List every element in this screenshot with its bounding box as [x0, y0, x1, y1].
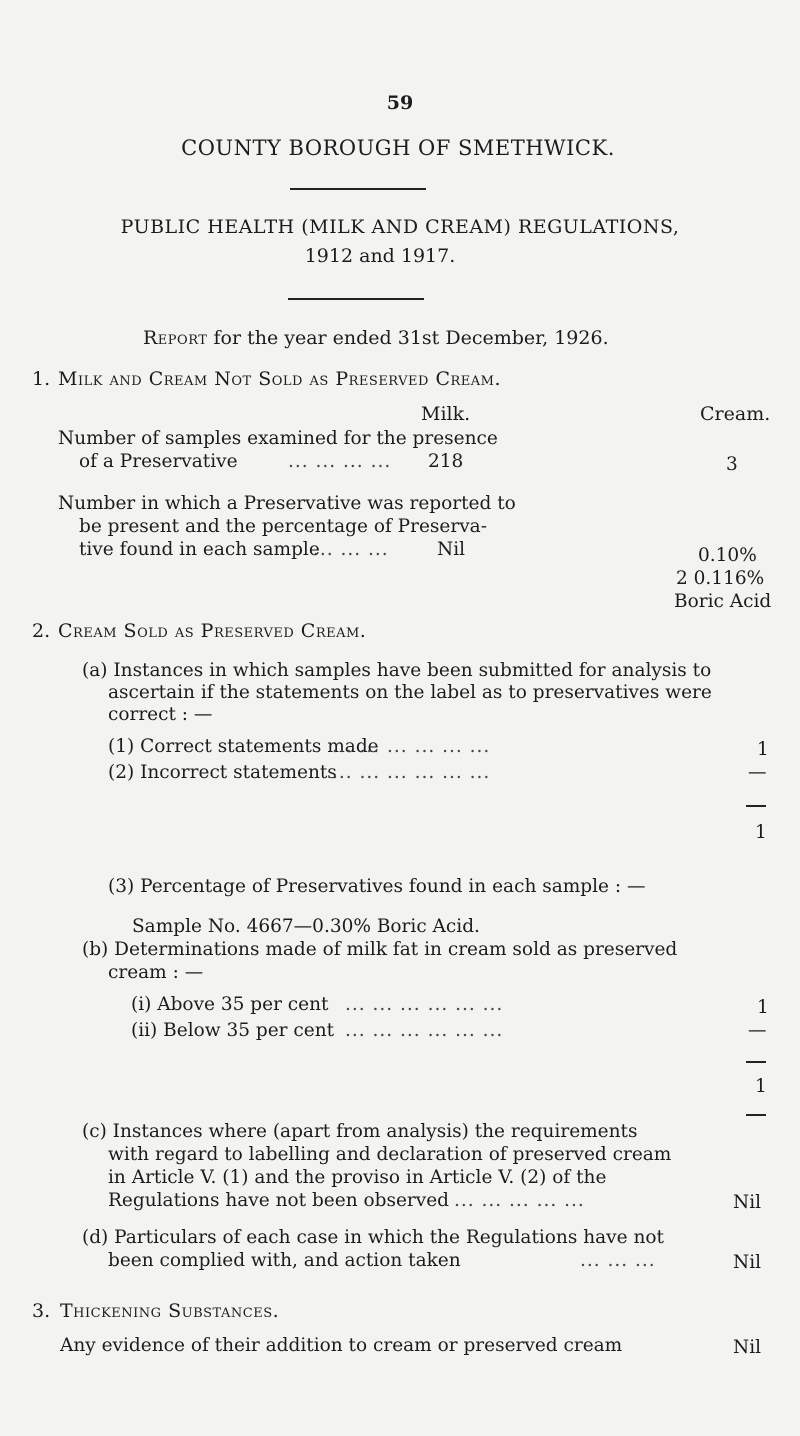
subtitle-rule: [288, 298, 424, 300]
col-header-milk: Milk.: [421, 403, 471, 425]
report-period: for the year ended 31st December, 1926.: [213, 327, 609, 349]
s2a1-label: (1) Correct statements made: [108, 736, 379, 757]
s2b1-label: (i) Above 35 per cent: [131, 994, 329, 1015]
s1-row1-line1: Number of samples examined for the presence: [58, 428, 498, 449]
s2b2-value: —: [748, 1020, 767, 1041]
page-number: 59: [386, 92, 414, 114]
s2d-leader: ... ... ...: [580, 1250, 656, 1271]
s2d-value: Nil: [733, 1252, 762, 1273]
report-line: [143, 327, 609, 349]
s2b1-leader: ... ... ... ... ... ...: [345, 994, 504, 1015]
section-3-heading: Thickening Substances.: [60, 1300, 280, 1322]
col-header-cream: Cream.: [700, 403, 771, 425]
s1-row2-line1: Number in which a Preservative was reported to: [58, 493, 516, 514]
s1-row2-line3: tive found in each sample: [79, 539, 320, 560]
s2d-line1: (d) Particulars of each case in which the Regulations have not: [82, 1227, 664, 1248]
s2c-value: Nil: [733, 1192, 762, 1213]
s2a3-label: (3) Percentage of Preservatives found in each sample : —: [108, 876, 646, 897]
s2b-line1: (b) Determinations made of milk fat in cream sold as preserved: [82, 939, 678, 960]
s2c-line2: with regard to labelling and declaration of preserved cream: [108, 1144, 672, 1165]
s2a2-label: (2) Incorrect statements: [108, 762, 337, 783]
s3-line: Any evidence of their addition to cream or preserved cream: [60, 1335, 623, 1356]
s1-row1-milk-value: 218: [428, 451, 464, 472]
section-1-number: 1.: [32, 368, 51, 390]
s1-row1-line2: of a Preservative: [79, 451, 238, 472]
s2a1-leader: ... ... ... ... ... ...: [332, 736, 491, 757]
title-rule: [290, 188, 426, 190]
s2a-line2: ascertain if the statements on the label as to preservatives were: [108, 682, 712, 703]
s2c-line3: in Article V. (1) and the proviso in Article V. (2) of the: [108, 1167, 607, 1188]
s2c-line4: Regulations have not been observed: [108, 1190, 449, 1211]
s2b-line2: cream : —: [108, 962, 204, 983]
s2a2-leader: ... ... ... ... ... ...: [332, 762, 491, 783]
s1-row2-cream-value-2: 2 0.116%: [676, 568, 765, 589]
s2a1-value: 1: [757, 739, 769, 760]
s2b-total-underline: [746, 1114, 766, 1116]
section-2-heading: Cream Sold as Preserved Cream.: [58, 620, 367, 642]
s3-value: Nil: [733, 1337, 762, 1358]
section-2-number: 2.: [32, 620, 51, 642]
s2b-total: 1: [755, 1076, 767, 1097]
s2a-total: 1: [755, 822, 767, 843]
s2a2-value: —: [748, 762, 767, 783]
s2b-total-rule: [746, 1061, 766, 1063]
section-3-number: 3.: [32, 1300, 51, 1322]
document-title: COUNTY BOROUGH OF SMETHWICK.: [181, 136, 615, 160]
s2a3-sample: Sample No. 4667—0.30% Boric Acid.: [132, 916, 480, 937]
report-word: Report: [143, 327, 208, 349]
s2b2-leader: ... ... ... ... ... ...: [345, 1020, 504, 1041]
s1-row2-cream-value-1: 0.10%: [698, 545, 757, 566]
s1-row1-cream-value: 3: [726, 454, 738, 475]
s2d-line2: been complied with, and action taken: [108, 1250, 461, 1271]
s1-row2-milk-value: Nil: [437, 539, 466, 560]
s2c-line1: (c) Instances where (apart from analysis) the requirements: [82, 1121, 638, 1142]
s2a-line3: correct : —: [108, 704, 213, 725]
s1-row1-leader: ... ... ... ...: [288, 451, 392, 472]
regulations-title: PUBLIC HEALTH (MILK AND CREAM) REGULATIONS,: [120, 216, 680, 238]
s2a-line1: (a) Instances in which samples have been submitted for analysis to: [82, 660, 712, 681]
s2c-leader: ... ... ... ... ...: [454, 1190, 585, 1211]
regulations-years: 1912 and 1917.: [304, 245, 456, 267]
s1-row2-leader: ... ... ...: [313, 539, 389, 560]
s2a-total-rule: [746, 805, 766, 807]
s2b1-value: 1: [757, 997, 769, 1018]
s1-row2-line2: be present and the percentage of Preserva-: [79, 516, 487, 537]
s2b2-label: (ii) Below 35 per cent: [131, 1020, 335, 1041]
section-1-heading: Milk and Cream Not Sold as Preserved Cream.: [58, 368, 502, 390]
s1-row2-cream-value-3: Boric Acid: [674, 591, 772, 612]
